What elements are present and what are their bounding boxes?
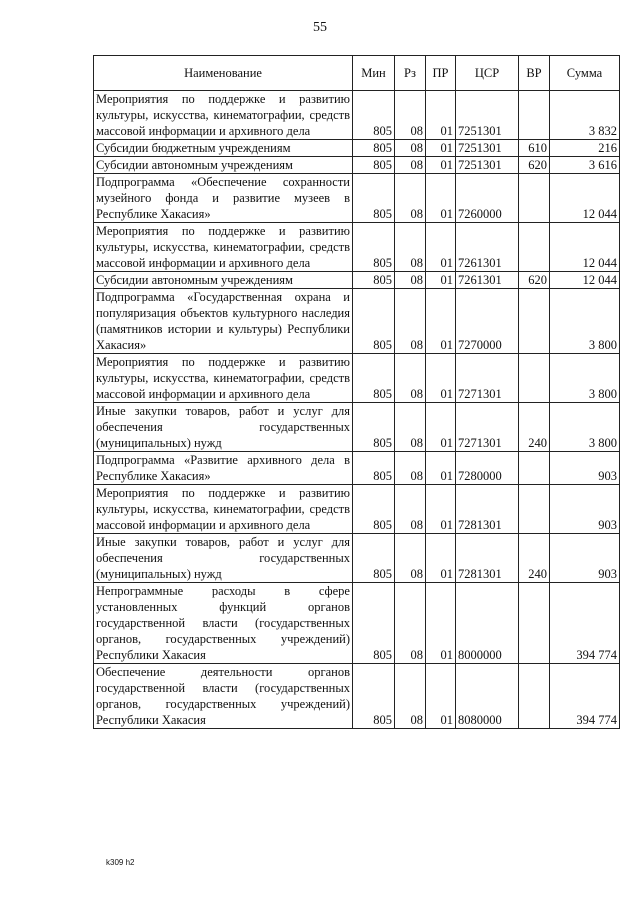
row-name: Субсидии автономным учреждениям — [94, 157, 353, 174]
table-row — [94, 157, 620, 174]
row-csr: 7270000 — [456, 289, 519, 354]
row-min: 805 — [353, 583, 395, 664]
row-min: 805 — [353, 664, 395, 729]
row-pr: 01 — [426, 223, 456, 272]
row-pr: 01 — [426, 272, 456, 289]
row-min: 805 — [353, 354, 395, 403]
row-pr: 01 — [426, 140, 456, 157]
row-min: 805 — [353, 140, 395, 157]
row-rz: 08 — [395, 140, 426, 157]
row-name: Мероприятия по поддержке и развитию культуры, искусства, кинематографии, средств массовой информации и архивного дела — [94, 91, 353, 140]
row-sum: 3 616 — [550, 157, 620, 174]
header-sum: Сумма — [550, 56, 620, 91]
row-csr: 7271301 — [456, 354, 519, 403]
row-vr — [519, 289, 550, 354]
row-rz: 08 — [395, 664, 426, 729]
row-sum: 12 044 — [550, 174, 620, 223]
row-name: Иные закупки товаров, работ и услуг для обеспечения государственных (муниципальных) нужд — [94, 534, 353, 583]
row-name: Мероприятия по поддержке и развитию культуры, искусства, кинематографии, средств массовой информации и архивного дела — [94, 354, 353, 403]
table-row — [94, 223, 620, 272]
row-pr: 01 — [426, 157, 456, 174]
row-name: Подпрограмма «Обеспечение сохранности музейного фонда и развитие музеев в Республике Хакасия» — [94, 174, 353, 223]
row-sum: 3 800 — [550, 403, 620, 452]
row-sum: 3 832 — [550, 91, 620, 140]
row-min: 805 — [353, 452, 395, 485]
row-sum: 903 — [550, 452, 620, 485]
row-rz: 08 — [395, 91, 426, 140]
row-pr: 01 — [426, 403, 456, 452]
row-name: Субсидии бюджетным учреждениям — [94, 140, 353, 157]
row-rz: 08 — [395, 354, 426, 403]
header-min: Мин — [353, 56, 395, 91]
row-min: 805 — [353, 223, 395, 272]
row-vr — [519, 452, 550, 485]
row-pr: 01 — [426, 289, 456, 354]
row-csr: 7281301 — [456, 534, 519, 583]
row-sum: 903 — [550, 534, 620, 583]
row-csr: 7260000 — [456, 174, 519, 223]
table-row — [94, 534, 620, 583]
page-number: 55 — [313, 20, 327, 35]
table-row — [94, 354, 620, 403]
header-name: Наименование — [94, 56, 353, 91]
row-pr: 01 — [426, 583, 456, 664]
row-sum: 3 800 — [550, 289, 620, 354]
row-vr — [519, 354, 550, 403]
table-row — [94, 664, 620, 729]
row-min: 805 — [353, 157, 395, 174]
row-vr — [519, 664, 550, 729]
row-name: Субсидии автономным учреждениям — [94, 272, 353, 289]
row-sum: 216 — [550, 140, 620, 157]
header-vr: ВР — [519, 56, 550, 91]
row-vr: 620 — [519, 272, 550, 289]
row-rz: 08 — [395, 174, 426, 223]
table-row — [94, 583, 620, 664]
row-rz: 08 — [395, 534, 426, 583]
row-rz: 08 — [395, 272, 426, 289]
table-row — [94, 403, 620, 452]
row-rz: 08 — [395, 223, 426, 272]
row-pr: 01 — [426, 452, 456, 485]
row-vr — [519, 91, 550, 140]
row-pr: 01 — [426, 354, 456, 403]
row-csr: 8000000 — [456, 583, 519, 664]
row-min: 805 — [353, 534, 395, 583]
table-row — [94, 289, 620, 354]
row-pr: 01 — [426, 91, 456, 140]
table-header-row — [94, 56, 620, 91]
table-row — [94, 452, 620, 485]
row-vr — [519, 223, 550, 272]
row-vr: 240 — [519, 403, 550, 452]
row-vr: 240 — [519, 534, 550, 583]
row-csr: 7251301 — [456, 91, 519, 140]
table-row — [94, 485, 620, 534]
row-sum: 12 044 — [550, 272, 620, 289]
row-vr: 620 — [519, 157, 550, 174]
row-rz: 08 — [395, 403, 426, 452]
row-pr: 01 — [426, 485, 456, 534]
row-rz: 08 — [395, 485, 426, 534]
row-name: Подпрограмма «Развитие архивного дела в Республике Хакасия» — [94, 452, 353, 485]
header-rz: Рз — [395, 56, 426, 91]
row-name: Подпрограмма «Государственная охрана и популяризация объектов культурного наследия (памятников истории и культуры) Республики Хакасия» — [94, 289, 353, 354]
table-row — [94, 272, 620, 289]
row-name: Иные закупки товаров, работ и услуг для обеспечения государственных (муниципальных) нужд — [94, 403, 353, 452]
row-rz: 08 — [395, 157, 426, 174]
row-name: Обеспечение деятельности органов государственной власти (государственных органов, государственных учреждений) Республики Хакасия — [94, 664, 353, 729]
row-min: 805 — [353, 485, 395, 534]
row-min: 805 — [353, 289, 395, 354]
row-name: Мероприятия по поддержке и развитию культуры, искусства, кинематографии, средств массовой информации и архивного дела — [94, 223, 353, 272]
footer-code: k309 h2 — [106, 858, 135, 867]
row-sum: 903 — [550, 485, 620, 534]
row-min: 805 — [353, 91, 395, 140]
row-csr: 7271301 — [456, 403, 519, 452]
row-csr: 7281301 — [456, 485, 519, 534]
row-pr: 01 — [426, 534, 456, 583]
row-vr — [519, 485, 550, 534]
row-min: 805 — [353, 403, 395, 452]
row-min: 805 — [353, 174, 395, 223]
row-rz: 08 — [395, 289, 426, 354]
row-sum: 394 774 — [550, 583, 620, 664]
row-vr — [519, 583, 550, 664]
row-name: Непрограммные расходы в сфере установленных функций органов государственной власти (государственных органов, государственных учреждений) Республики Хакасия — [94, 583, 353, 664]
row-csr: 7261301 — [456, 272, 519, 289]
row-name: Мероприятия по поддержке и развитию культуры, искусства, кинематографии, средств массовой информации и архивного дела — [94, 485, 353, 534]
row-csr: 8080000 — [456, 664, 519, 729]
row-pr: 01 — [426, 664, 456, 729]
row-vr: 610 — [519, 140, 550, 157]
header-pr: ПР — [426, 56, 456, 91]
table-row — [94, 140, 620, 157]
row-csr: 7251301 — [456, 140, 519, 157]
row-rz: 08 — [395, 583, 426, 664]
row-csr: 7261301 — [456, 223, 519, 272]
table-row — [94, 174, 620, 223]
table-row — [94, 91, 620, 140]
header-csr: ЦСР — [456, 56, 519, 91]
row-csr: 7280000 — [456, 452, 519, 485]
row-min: 805 — [353, 272, 395, 289]
row-vr — [519, 174, 550, 223]
row-rz: 08 — [395, 452, 426, 485]
row-pr: 01 — [426, 174, 456, 223]
row-sum: 3 800 — [550, 354, 620, 403]
budget-table — [93, 55, 620, 729]
row-sum: 394 774 — [550, 664, 620, 729]
row-csr: 7251301 — [456, 157, 519, 174]
row-sum: 12 044 — [550, 223, 620, 272]
